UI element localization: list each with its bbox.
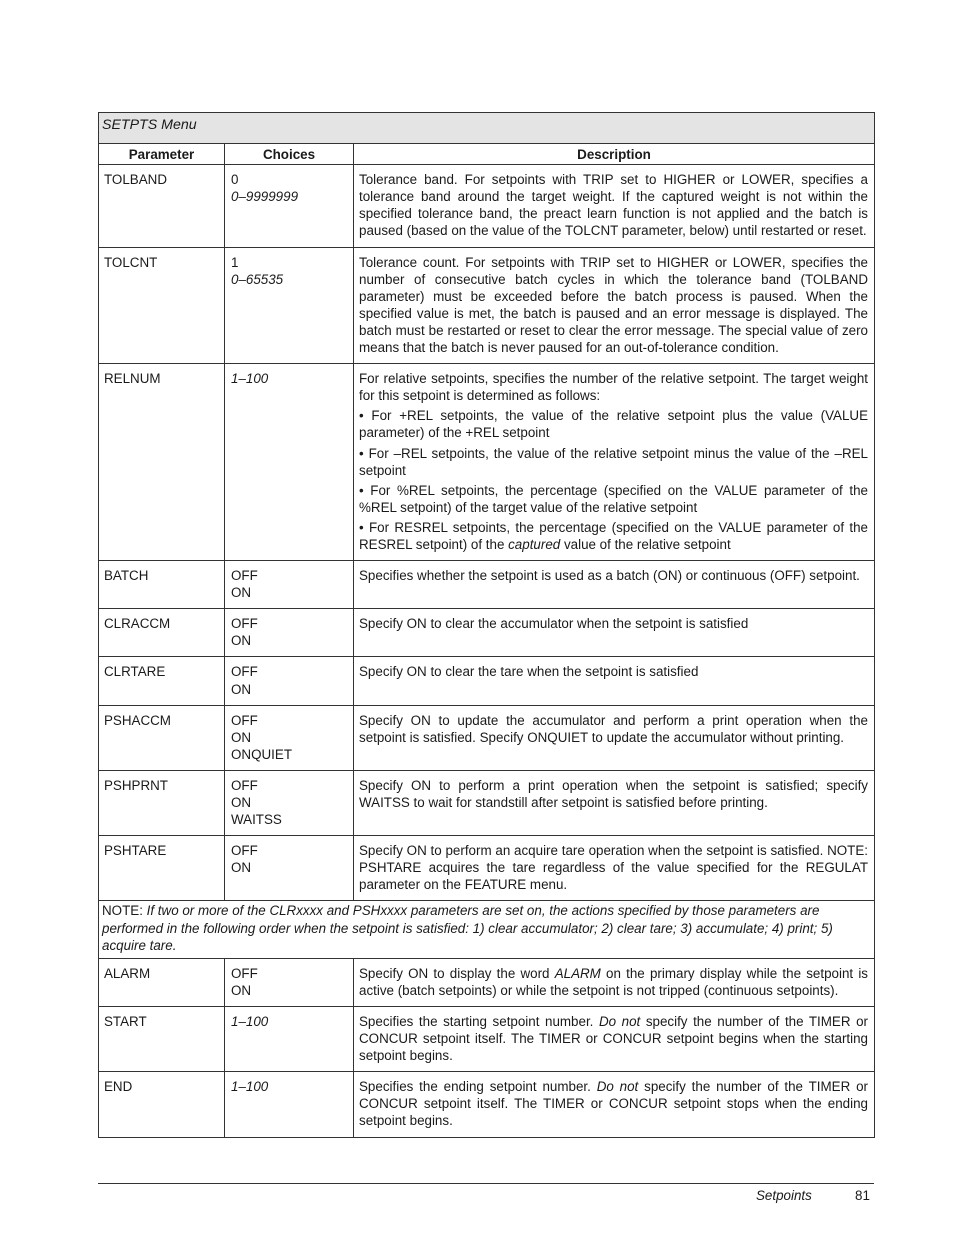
description-cell	[354, 657, 875, 705]
choices-cell	[225, 1006, 354, 1071]
table-row	[99, 770, 875, 835]
description-text: ALARM	[554, 965, 601, 981]
choice-value: ON	[231, 795, 252, 810]
description-paragraph	[359, 663, 868, 680]
table-title-row	[99, 113, 875, 144]
description-paragraph	[359, 254, 868, 357]
choice-value: OFF	[231, 777, 258, 793]
description-text: Specify ON to clear the tare when the setpoint is satisfied	[359, 664, 699, 680]
choice-value: 1–100	[231, 1079, 269, 1095]
footer-section-name: Setpoints	[756, 1188, 812, 1203]
choice-value: OFF	[231, 712, 258, 728]
parameter-cell: END	[99, 1072, 225, 1137]
description-text: • For %REL setpoints, the percentage (specified on the VALUE parameter of the %REL setpoint) of the target value of the relative setpoint	[359, 482, 868, 515]
choice-value: 0–65535	[231, 271, 284, 287]
choices-cell	[225, 1072, 354, 1137]
choice-value: ON	[231, 633, 252, 649]
description-text: specify the number of the TIMER or CONCUR setpoint itself. The TIMER or CONCUR setpoint stops when the ending setpoint begins.	[359, 1079, 869, 1129]
table-row	[99, 836, 875, 901]
header-choices: Choices	[225, 144, 354, 165]
description-cell	[354, 165, 875, 247]
choice-value: WAITSS	[231, 812, 282, 828]
description-paragraph	[359, 370, 868, 404]
description-text: Specifies the ending setpoint number.	[359, 1079, 597, 1095]
description-text: • For +REL setpoints, the value of the relative setpoint plus the value (VALUE parameter) of the +REL setpoint	[359, 408, 868, 441]
choices-cell	[225, 836, 354, 901]
description-paragraph	[359, 567, 868, 584]
parameter-cell: RELNUM	[99, 364, 225, 561]
parameter-cell: BATCH	[99, 561, 225, 609]
parameter-cell: PSHACCM	[99, 705, 225, 770]
description-text: Specifies whether the setpoint is used as a batch (ON) or continuous (OFF) setpoint.	[359, 568, 860, 584]
description-text: Tolerance count. For setpoints with TRIP set to HIGHER or LOWER, specifies the number of consecutive batch cycles in which the tolerance band (TOLBAND parameter) must be exceeded before the batch process is paused. When the specified value is met, the batch is paused and an error message is displayed. The batch must be restarted or reset to clear the error message. The special value of zero means that the batch is never paused for an out-of-tolerance condition.	[359, 254, 868, 356]
table-row	[99, 609, 875, 657]
description-text: Do not	[596, 1079, 639, 1095]
description-paragraph	[359, 965, 868, 999]
note-cell	[99, 901, 875, 958]
parameter-cell: CLRACCM	[99, 609, 225, 657]
choice-value: ON	[231, 729, 252, 745]
parameter-cell: START	[99, 1006, 225, 1071]
choices-cell	[225, 247, 354, 364]
description-text: value of the relative setpoint	[560, 536, 731, 552]
description-text: captured	[508, 536, 561, 552]
header-description: Description	[354, 144, 875, 165]
description-text: • For –REL setpoints, the value of the relative setpoint minus the value of the –REL setpoint	[359, 445, 868, 478]
choices-cell	[225, 770, 354, 835]
description-text: For relative setpoints, specifies the number of the relative setpoint. The target weight for this setpoint is determined as follows:	[359, 371, 868, 404]
footer-divider	[98, 1183, 874, 1184]
description-paragraph	[359, 1078, 868, 1129]
table-row	[99, 165, 875, 247]
table-row	[99, 1072, 875, 1137]
parameter-cell: PSHPRNT	[99, 770, 225, 835]
description-cell	[354, 836, 875, 901]
parameter-cell: PSHTARE	[99, 836, 225, 901]
table-row	[99, 705, 875, 770]
table-row	[99, 1006, 875, 1071]
description-text: on the primary display while the setpoint is active (batch setpoints) or while the setpoint is not tripped (continuous setpoints).	[359, 965, 868, 998]
description-paragraph	[359, 482, 868, 516]
choice-value: ONQUIET	[231, 746, 293, 762]
description-text: Specifies the starting setpoint number.	[359, 1013, 599, 1029]
parameter-cell: TOLCNT	[99, 247, 225, 364]
description-cell	[354, 1072, 875, 1137]
description-paragraph	[359, 777, 868, 811]
choices-cell	[225, 657, 354, 705]
description-text: Specify ON to perform a print operation when the setpoint is satisfied; specify WAITSS to wait for standstill after setpoint is satisfied before printing.	[359, 777, 868, 810]
table-body	[99, 165, 875, 1137]
table-row	[99, 364, 875, 561]
description-cell	[354, 561, 875, 609]
description-text: Tolerance band. For setpoints with TRIP set to HIGHER or LOWER, specifies a tolerance band around the target weight. If the captured weight is not within the specified tolerance band, the preact learn function is not applied and the batch is paused (based on the value of the TOLCNT parameter, below) until restarted or reset.	[359, 172, 868, 239]
choices-cell	[225, 165, 354, 247]
description-cell	[354, 609, 875, 657]
description-paragraph	[359, 519, 868, 553]
header-parameter: Parameter	[99, 144, 225, 165]
choice-value: ON	[231, 681, 252, 697]
description-cell	[354, 364, 875, 561]
choice-value: OFF	[231, 965, 258, 981]
description-text: • For RESREL setpoints, the percentage (specified on the VALUE parameter of the RESREL setpoint) of the	[359, 519, 868, 552]
description-text: Specify ON to display the word	[359, 965, 555, 981]
choice-value: ON	[231, 982, 252, 998]
description-paragraph	[359, 407, 868, 441]
choices-cell	[225, 364, 354, 561]
table-row	[99, 247, 875, 364]
choice-value: 0	[231, 172, 239, 188]
description-cell	[354, 770, 875, 835]
description-cell	[354, 705, 875, 770]
choices-cell	[225, 958, 354, 1006]
choice-value: ON	[231, 860, 252, 876]
choice-value: ON	[231, 585, 252, 601]
table-title: SETPTS Menu	[99, 113, 875, 144]
table-row	[99, 657, 875, 705]
description-paragraph	[359, 445, 868, 479]
choice-value: 1–100	[231, 1013, 269, 1029]
note-text: If two or more of the CLRxxxx and PSHxxxx parameters are set on, the actions specified by those parameters are performed in the following order when the setpoint is satisfied: 1) clear accumulator; 2) clear tare; 3) accumulate; 4) print; 5) acquire tare.	[102, 903, 833, 953]
note-row	[99, 901, 875, 958]
description-paragraph	[359, 842, 868, 893]
description-cell	[354, 958, 875, 1006]
choice-value: OFF	[231, 568, 258, 584]
description-paragraph	[359, 1013, 868, 1064]
setpts-menu-table	[98, 112, 875, 1138]
description-paragraph	[359, 171, 868, 239]
choices-cell	[225, 705, 354, 770]
choice-value: OFF	[231, 616, 258, 632]
description-text: specify the number of the TIMER or CONCUR setpoint itself. The TIMER or CONCUR setpoint begins when the starting setpoint begins.	[359, 1013, 869, 1064]
description-cell	[354, 1006, 875, 1071]
parameter-cell: ALARM	[99, 958, 225, 1006]
description-text: Specify ON to update the accumulator and perform a print operation when the setpoint is satisfied. Specify ONQUIET to update the accumulator without printing.	[359, 712, 868, 745]
table-row	[99, 561, 875, 609]
parameter-cell: CLRTARE	[99, 657, 225, 705]
table-row	[99, 958, 875, 1006]
choices-cell	[225, 609, 354, 657]
description-text: Do not	[598, 1013, 641, 1029]
footer-page-number: 81	[855, 1188, 870, 1203]
choice-value: OFF	[231, 843, 258, 859]
parameter-cell: TOLBAND	[99, 165, 225, 247]
description-paragraph	[359, 712, 868, 746]
description-text: Specify ON to clear the accumulator when the setpoint is satisfied	[359, 616, 749, 632]
choice-value: 1	[231, 254, 239, 270]
description-cell	[354, 247, 875, 364]
choices-cell	[225, 561, 354, 609]
choice-value: OFF	[231, 664, 258, 680]
table-header-row	[99, 144, 875, 165]
description-text: Specify ON to perform an acquire tare operation when the setpoint is satisfied. NOTE: PSHTARE acquires the tare regardless of the value specified for the REGULAT parameter on the FEATURE menu.	[359, 843, 868, 893]
choice-value: 0–9999999	[231, 189, 299, 205]
description-paragraph	[359, 615, 868, 632]
choice-value: 1–100	[231, 371, 269, 387]
note-label: NOTE:	[102, 903, 147, 919]
